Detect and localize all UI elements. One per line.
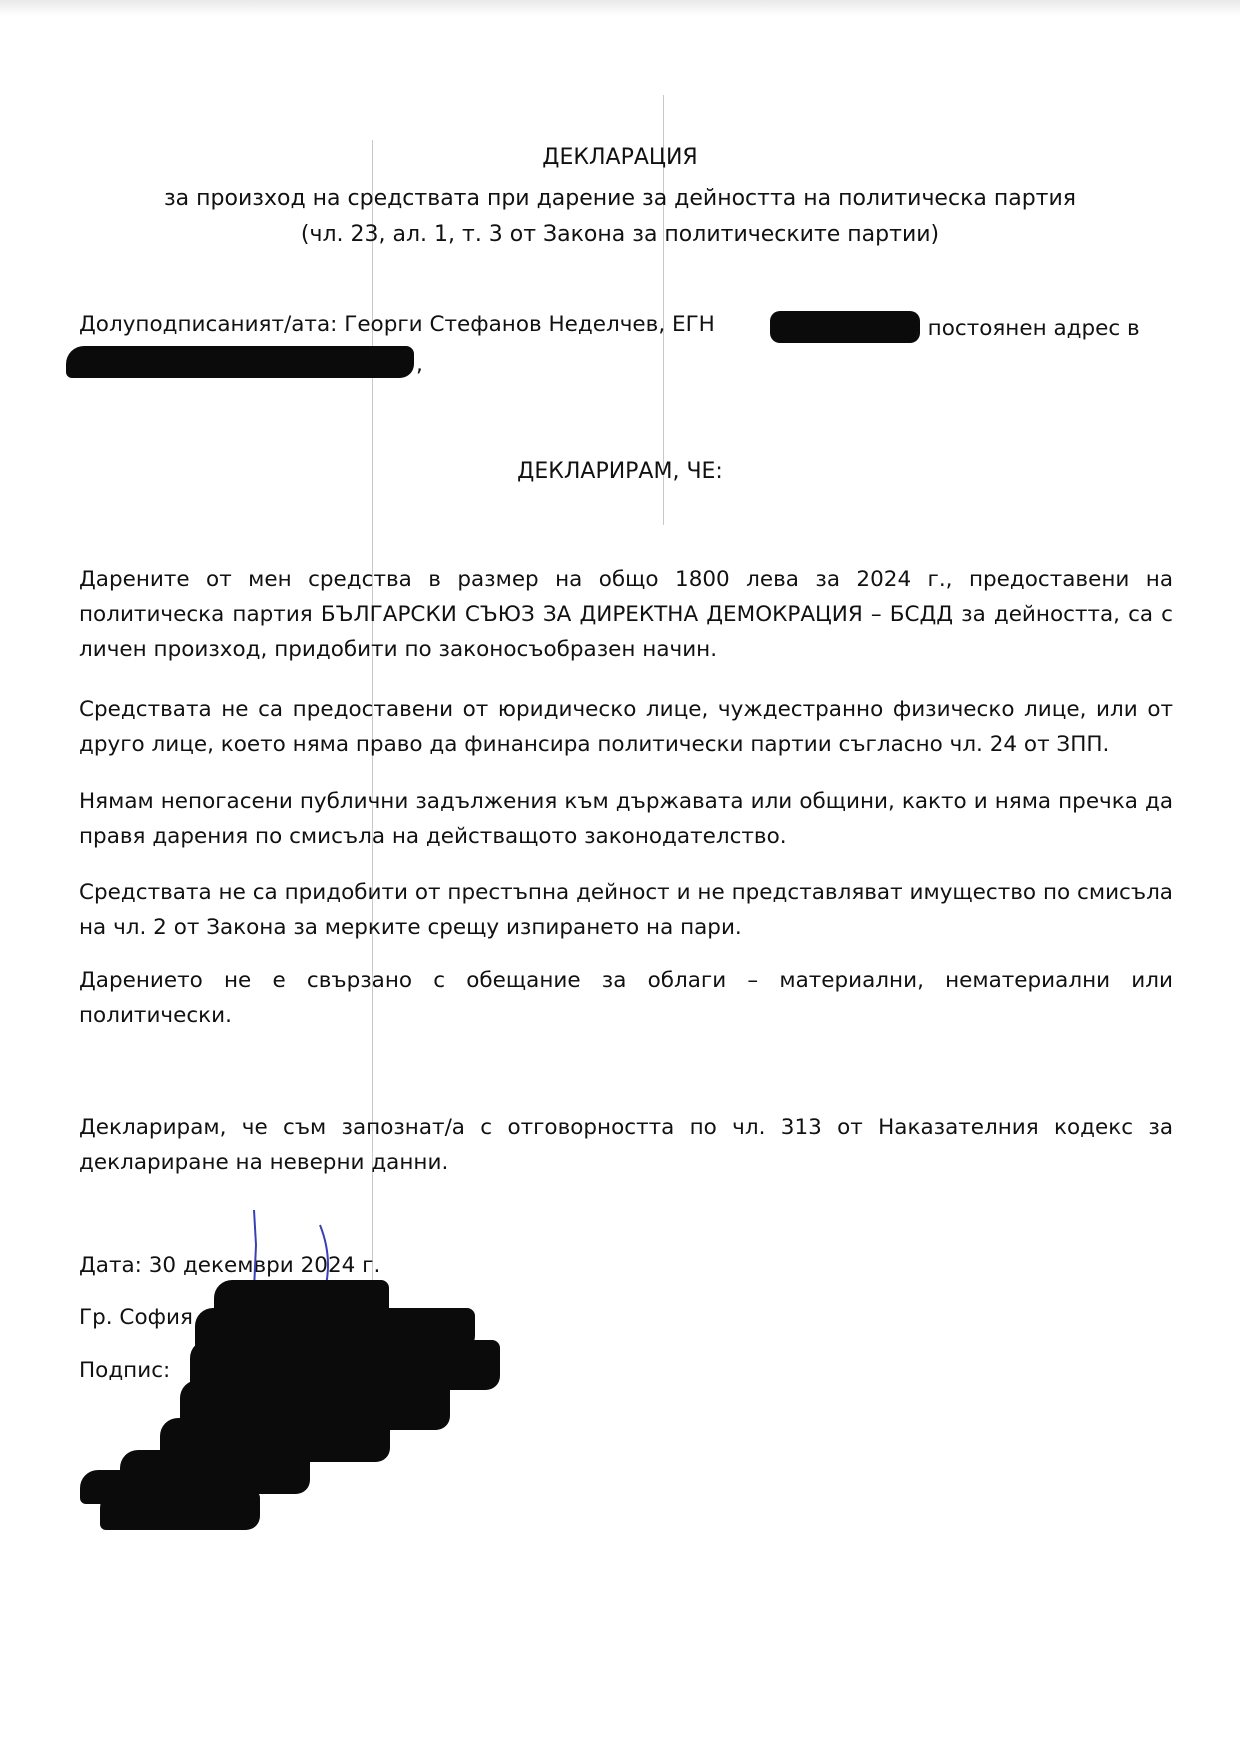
declaration-paragraph-5: Дарението не е свързано с обещание за облаги – материални, нематериални или политически. — [79, 968, 1173, 1028]
document-subtitle-line-2: (чл. 23, ал. 1, т. 3 от Закона за политическите партии) — [300, 222, 940, 247]
declaration-paragraph-2: Средствата не са предоставени от юридическо лице, чуждестранно физическо лице, или от друго лице, което няма право да финансира политически партии съгласно чл. 24 от ЗПП. — [79, 697, 1173, 757]
address-end: , — [416, 352, 423, 377]
document-subtitle-line-1: за произход на средствата при дарение за дейността на политическа партия — [163, 186, 1077, 211]
redaction-address — [66, 346, 414, 378]
address-label: , постоянен адрес в — [914, 316, 1140, 341]
declaration-paragraph-3: Нямам непогасени публични задължения към държавата или общини, както и няма пречка да правя дарения по смисъла на действащото законодателство. — [79, 789, 1173, 849]
declare-heading: ДЕКЛАРИРАМ, ЧЕ: — [517, 459, 723, 484]
redaction-egn — [770, 311, 920, 343]
liability-paragraph: Декларирам, че съм запознат/а с отговорността по чл. 313 от Наказателния кодекс за деклариране на неверни данни. — [79, 1115, 1173, 1175]
city-line: Гр. София — [79, 1305, 193, 1330]
date-line: Дата: 30 декември 2024 г. — [79, 1253, 381, 1278]
signature-label: Подпис: — [79, 1358, 171, 1383]
declaration-paragraph-1: Дарените от мен средства в размер на общо 1800 лева за 2024 г., предоставени на политическа партия БЪЛГАРСКИ СЪЮЗ ЗА ДИРЕКТНА ДЕМОКРАЦИЯ – БСДД за дейността, са с личен произход, придобити по законосъобразен начин. — [79, 567, 1173, 662]
declarant-line: Долуподписаният/ата: Георги Стефанов Неделчев, ЕГН — [79, 312, 715, 337]
document-title: ДЕКЛАРАЦИЯ — [542, 145, 698, 170]
declaration-paragraph-4: Средствата не са придобити от престъпна дейност и не представляват имущество по смисъла на чл. 2 от Закона за мерките срещу изпирането на пари. — [79, 880, 1173, 940]
redaction-signature — [100, 1490, 260, 1530]
